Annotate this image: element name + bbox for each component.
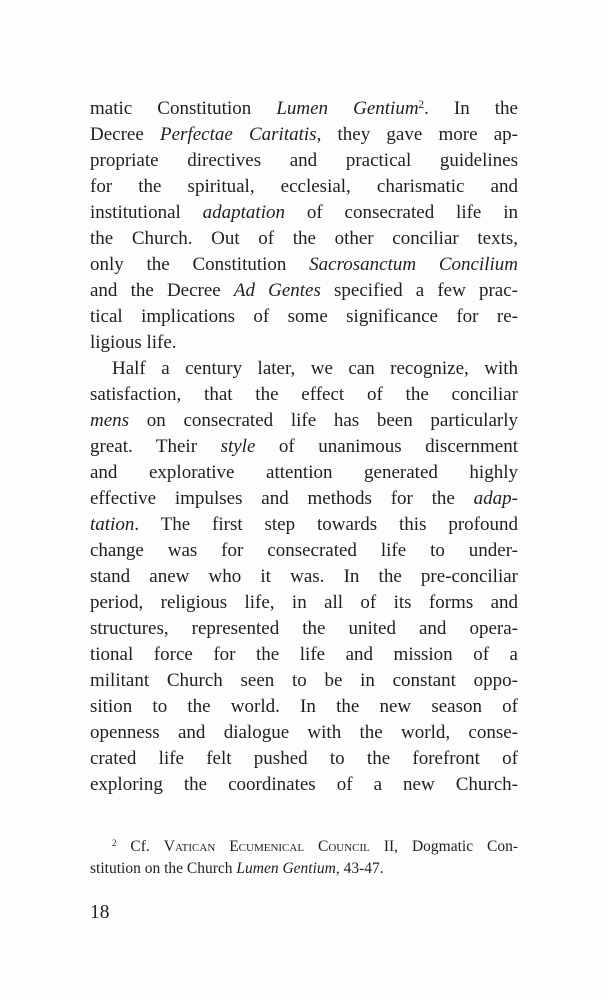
text-run: . In the [424, 98, 518, 119]
text-run: Decree [90, 124, 160, 145]
text-run: Half a century later, we can recognize, with [112, 358, 518, 379]
italic-run: mens [90, 410, 130, 431]
text-run: institutional [90, 202, 203, 223]
text-line [90, 200, 518, 226]
text-line [90, 174, 518, 200]
text-run: stitution on the Church [90, 860, 237, 877]
italic-run: Sacrosanctum Concilium [309, 254, 518, 275]
text-run: change was for consecrated life to under- [90, 540, 518, 561]
text-run: sition to the world. In the new season of [90, 696, 518, 717]
text-run: structures, represented the united and opera- [90, 618, 518, 639]
text-run: II, Dogmatic Con- [369, 838, 519, 855]
italic-run: style [220, 436, 256, 457]
text-line [90, 330, 518, 356]
text-line [90, 836, 518, 858]
text-line [90, 304, 518, 330]
italic-run: Lumen Gentium [236, 860, 336, 877]
text-run: , they gave more ap- [316, 124, 518, 145]
text-run: ligious life. [90, 332, 177, 353]
text-run: for the spiritual, ecclesial, charismatic and [90, 176, 518, 197]
text-line [90, 148, 518, 174]
text-line [90, 772, 518, 798]
paragraph [90, 356, 518, 798]
text-line [90, 122, 518, 148]
text-line [90, 564, 518, 590]
text-run: only the Constitution [90, 254, 310, 275]
text-run: specified a few prac- [320, 280, 518, 301]
text-run: on consecrated life has been particularly [129, 410, 518, 431]
footnote-marker: 2 [418, 98, 425, 111]
text-line [90, 668, 518, 694]
footnote [90, 836, 518, 880]
text-line [90, 226, 518, 252]
text-run: Cf. [116, 838, 164, 855]
text-line [90, 434, 518, 460]
italic-run: adaptation [202, 202, 285, 223]
text-run: effective impulses and methods for the [90, 488, 474, 509]
text-line [90, 590, 518, 616]
smallcaps-run: Vatican Ecumenical Council [163, 838, 370, 855]
text-line [90, 408, 518, 434]
text-run: period, religious life, in all of its forms and [90, 592, 518, 613]
text-run: and the Decree [90, 280, 234, 301]
text-run: tical implications of some significance for re- [90, 306, 518, 327]
paragraph [90, 96, 518, 356]
text-run: matic Constitution [90, 98, 277, 119]
text-run: of consecrated life in [284, 202, 518, 223]
text-run: stand anew who it was. In the pre-conciliar [90, 566, 518, 587]
text-line [90, 746, 518, 772]
text-run: propriate directives and practical guidelines [90, 150, 518, 171]
text-run: crated life felt pushed to the forefront of [90, 748, 518, 769]
text-run: , 43-47. [335, 860, 384, 877]
text-run: exploring the coordinates of a new Church- [90, 774, 518, 795]
text-run: great. Their [90, 436, 221, 457]
text-line [90, 278, 518, 304]
italic-run: adap- [473, 488, 518, 509]
text-run: and explorative attention generated highly [90, 462, 518, 483]
italic-run: Ad Gentes [233, 280, 321, 301]
text-line [90, 720, 518, 746]
text-run: satisfaction, that the effect of the conciliar [90, 384, 518, 405]
text-line [90, 616, 518, 642]
text-run: openness and dialogue with the world, conse- [90, 722, 518, 743]
text-run: . The first step towards this profound [134, 514, 518, 535]
italic-run: Perfectae Caritatis [159, 124, 317, 145]
italic-run: tation [90, 514, 135, 535]
text-line [90, 96, 518, 122]
text-line [90, 252, 518, 278]
text-line [90, 486, 518, 512]
page-number: 18 [90, 902, 110, 923]
text-line [90, 356, 518, 382]
text-line [90, 382, 518, 408]
text-line [90, 460, 518, 486]
text-line [90, 512, 518, 538]
text-line [90, 694, 518, 720]
footnote-marker: 2 [112, 838, 117, 849]
italic-run: Lumen Gentium [276, 98, 419, 119]
text-line [90, 642, 518, 668]
text-line [90, 538, 518, 564]
text-run: tional force for the life and mission of a [90, 644, 518, 665]
text-line [90, 858, 518, 880]
text-run: militant Church seen to be in constant oppo- [90, 670, 518, 691]
text-block [90, 96, 518, 798]
text-run: of unanimous discernment [255, 436, 518, 457]
text-run: the Church. Out of the other conciliar texts, [90, 228, 518, 249]
